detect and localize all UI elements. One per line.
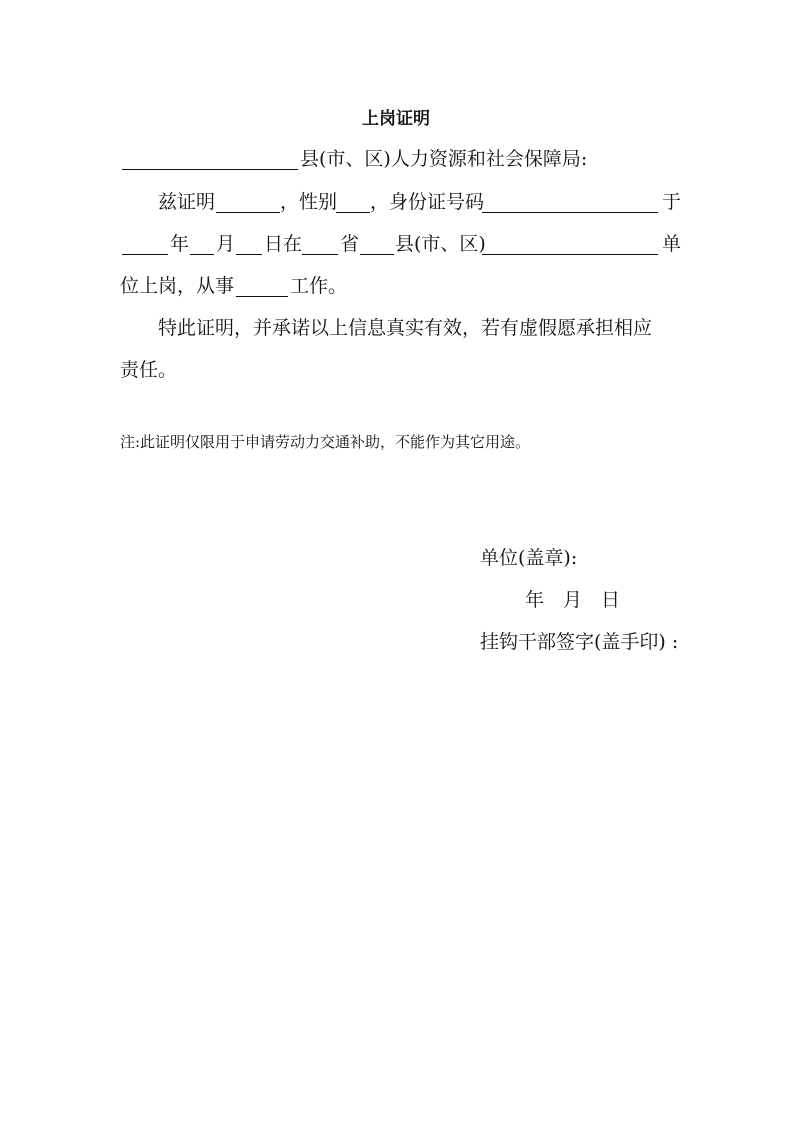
province-blank [302,254,338,255]
recipient-suffix: 县(市、区)人力资源和社会保障局: [300,148,588,170]
date-line: 年 月 日 [525,589,621,611]
unit-seal-label: 单位(盖章): [480,547,578,569]
year-label: 年 [170,233,190,255]
cadre-signature-label: 挂钩干部签字(盖手印) : [480,631,679,653]
unit-blank [482,254,658,255]
body-line3-suffix: 工作。 [290,275,348,297]
month-label: 月 [216,233,236,255]
job-blank [236,296,288,297]
document-title: 上岗证明 [362,109,430,129]
day-label: 日在 [264,233,303,255]
day-blank [236,254,262,255]
usage-note: 注:此证明仅限用于申请劳动力交通补助，不能作为其它用途。 [120,433,531,451]
name-blank [216,212,280,213]
year-blank [122,254,168,255]
body-line3-prefix: 位上岗，从事 [120,275,235,297]
county2-blank [360,254,394,255]
body-line4: 特此证明，并承诺以上信息真实有效，若有虚假愿承担相应 [158,317,653,339]
unit-label-start: 单 [662,233,682,255]
gender-blank [336,212,370,213]
month-blank [190,254,214,255]
id-number-blank [482,212,658,213]
county-label: 县(市、区) [395,233,486,255]
body-line1-gender: ，性别 [280,191,338,213]
body-line1-prefix: 兹证明 [158,191,216,213]
county-blank [122,169,298,170]
body-line5: 责任。 [120,359,178,381]
body-line1-at: 于 [662,191,682,213]
province-label: 省 [340,233,360,255]
body-line1-id: ，身份证号码 [370,191,485,213]
